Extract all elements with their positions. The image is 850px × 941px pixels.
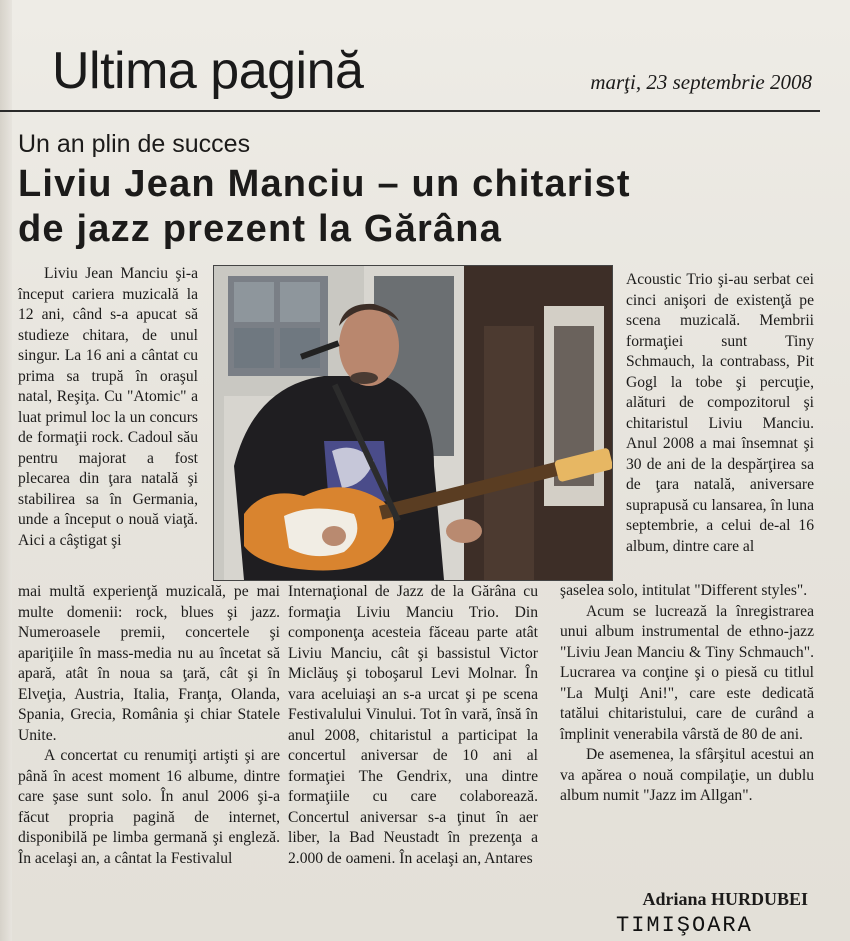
masthead xyxy=(52,36,812,106)
photo-illustration xyxy=(214,266,612,580)
headline-line-2: de jazz prezent la Gărâna xyxy=(18,208,503,250)
header-rule xyxy=(0,110,820,112)
paragraph: şaselea solo, intitulat "Different styles". xyxy=(560,582,808,599)
column-1-top xyxy=(18,264,198,551)
guitarist-photo xyxy=(213,265,613,581)
column-1-bottom xyxy=(18,582,280,869)
paragraph: Liviu Jean Manciu şi-a început cariera muzicală la 12 ani, când s-a apucat să studieze chitara, de unul singur. La 16 ani a cântat cu prima sa trupă în oraşul natal, Reşiţa. Cu "Atomic" a luat primul loc la un concurs de formaţii rock. Cadoul său pentru majorat a fost plecarea din ţara natală şi stabilirea sa în Germania, unde a început o nouă viaţă. Aici a câştigat şi xyxy=(18,265,198,549)
column-3-top xyxy=(626,270,814,557)
paragraph: mai multă experienţă muzicală, pe mai multe domenii: rock, blues şi jazz. Numeroasele premii, concertele şi apariţiile în mass-media nu au încetat să apară, atât în noua sa ţară, cât şi în Elveţia, Austria, Italia, Franţa, Olanda, Spania, Grecia, România şi chiar Statele Unite. xyxy=(18,583,280,744)
paragraph: Acum se lucrează la înregistrarea unui album instrumental de ethno-jazz "Liviu Jean Manciu & Tiny Schmauch". Lucrarea va conţine şi o piesă cu titlul "La Mulţi Ani!", care este dedicată tatălui chitaristului, care de curând a împlinit venerabila vârstă de 80 de ani. xyxy=(560,602,814,743)
paragraph: Internaţional de Jazz de la Gărâna cu formaţia Liviu Manciu Trio. Din componenţa acesteia făceau parte atât Liviu Manciu, cât şi bassistul Victor Miclăuş şi toboşarul Levi Molnar. În vara aceluiaşi an s-a urcat şi pe scena Festivalului Vinului. Tot în vară, însă în anul 2008, chitaristul a participat la concertul aniversar de 10 ani al formaţiei The Gendrix, una dintre formaţiile cu care colaborează. Concertul aniversar s-a ţinut în aer liber, la Bad Neustadt în prezenţa a 2.000 de oameni. În acelaşi an, Antares xyxy=(288,583,538,867)
author-byline: Adriana HURDUBEI xyxy=(642,889,808,909)
headline-line-1: Liviu Jean Manciu – un chitarist xyxy=(18,163,631,205)
column-2 xyxy=(288,582,538,869)
article-kicker: Un an plin de succes xyxy=(18,130,251,158)
paragraph: De asemenea, la sfârşitul acestui an va apărea o nouă compilaţie, un dublu album numit "Jazz im Allgan". xyxy=(560,746,814,804)
page-edge xyxy=(0,0,12,941)
city-stamp: TIMIŞOARA xyxy=(616,913,753,938)
issue-date: marţi, 23 septembrie 2008 xyxy=(590,70,812,94)
paragraph: Acoustic Trio şi-au serbat cei cinci anişori de existenţă pe scena muzicală. Membrii formaţiei sunt Tiny Schmauch, la contrabass, Pit Gogl la tobe şi percuţie, alături de compozitorul şi chitaristul Liviu Manciu. Anul 2008 a mai însemnat şi 30 de ani de la despărţirea sa de ţara natală, aniversare suprapusă cu lansarea, în luna septembrie, a celui de-al 16 album, dintre care al xyxy=(626,271,814,555)
column-3-bottom xyxy=(560,581,814,807)
paragraph: A concertat cu renumiţi artişti şi are până în acest moment 16 albume, dintre care şase sunt solo. În anul 2006 şi-a făcut propria pagină de internet, disponibilă pe limba germană şi engleză. În acelaşi an, a cântat la Festivalul xyxy=(18,747,280,867)
section-title: Ultima pagină xyxy=(52,42,364,100)
article-headline xyxy=(18,162,818,252)
